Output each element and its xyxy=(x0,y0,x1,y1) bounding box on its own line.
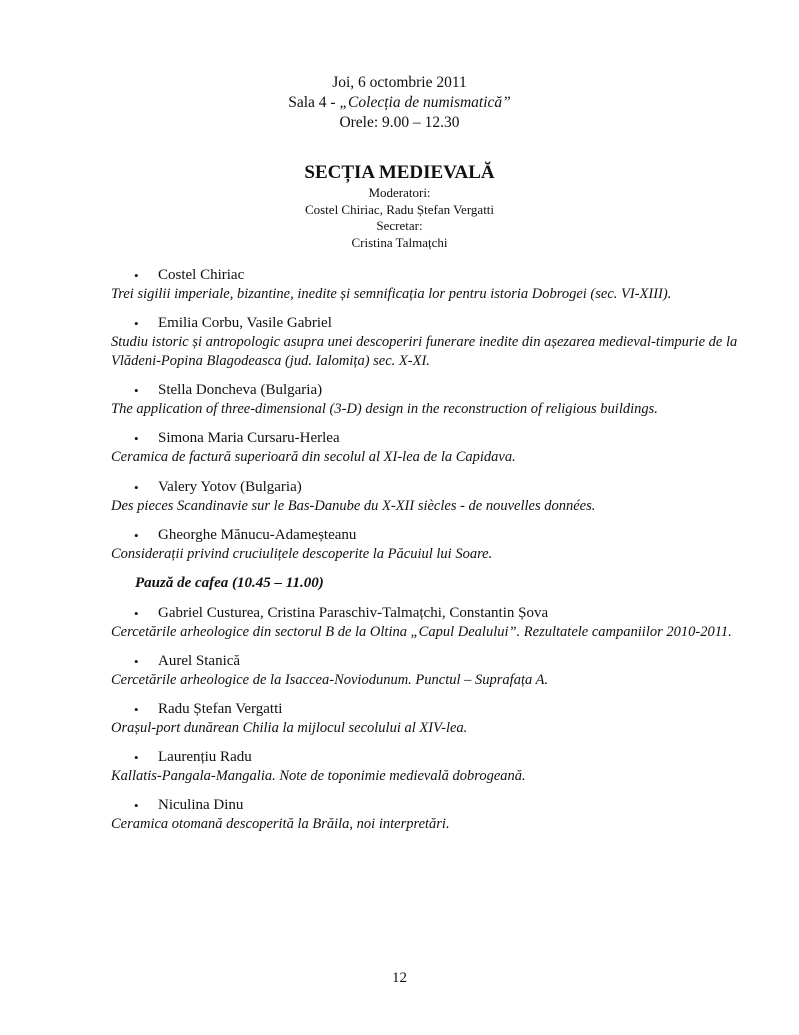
list-item xyxy=(111,796,741,844)
list-item xyxy=(111,748,741,796)
bullet-icon: • xyxy=(134,798,139,813)
coffee-break xyxy=(111,574,741,604)
author-line xyxy=(111,652,741,671)
paper-title: Cercetările arheologice din sectorul B de la Oltina „Capul Dealului”. Rezultatele campaniilor 2010-2011. xyxy=(111,624,732,640)
author-name: Aurel Stanică xyxy=(158,653,241,669)
page-number: 12 xyxy=(392,970,407,986)
paper-title: Ceramica de factură superioară din secolul al XI-lea de la Capidava. xyxy=(111,449,516,465)
moderators-label: Moderatori: xyxy=(368,185,431,200)
paper-title: The application of three-dimensional (3-D) design in the reconstruction of religious buildings. xyxy=(111,401,658,417)
bullet-icon: • xyxy=(134,268,139,283)
bullet-icon: • xyxy=(134,316,139,331)
program-list xyxy=(111,266,741,844)
author-line xyxy=(111,478,741,497)
list-item xyxy=(111,526,741,574)
paper-title: Des pieces Scandinavie sur le Bas-Danube du X-XII siècles - de nouvelles données. xyxy=(111,498,596,514)
author-line xyxy=(111,266,741,285)
author-name: Gabriel Custurea, Cristina Paraschiv-Talmațchi, Constantin Șova xyxy=(158,605,549,621)
list-item xyxy=(111,700,741,748)
list-item xyxy=(111,604,741,652)
bullet-icon: • xyxy=(134,480,139,495)
author-name: Gheorghe Mănucu-Adameșteanu xyxy=(158,527,357,543)
session-hours: Orele: 9.00 – 12.30 xyxy=(339,114,460,131)
paper-title: Considerații privind cruciulițele descoperite la Păcuiul lui Soare. xyxy=(111,546,493,562)
secretary-label: Secretar: xyxy=(376,218,423,233)
author-line xyxy=(111,429,741,448)
bullet-icon: • xyxy=(134,750,139,765)
author-name: Stella Doncheva (Bulgaria) xyxy=(158,382,323,398)
author-name: Emilia Corbu, Vasile Gabriel xyxy=(158,315,332,331)
author-line xyxy=(111,796,741,815)
author-name: Simona Maria Cursaru-Herlea xyxy=(158,430,340,446)
paper-title: Ceramica otomană descoperită la Brăila, noi interpretări. xyxy=(111,816,450,832)
section-staff xyxy=(0,185,799,251)
list-item xyxy=(111,381,741,429)
bullet-icon: • xyxy=(134,383,139,398)
moderators-names: Costel Chiriac, Radu Ștefan Vergatti xyxy=(304,201,495,217)
author-name: Niculina Dinu xyxy=(158,797,244,813)
secretary-name: Cristina Talmațchi xyxy=(351,234,448,250)
bullet-icon: • xyxy=(134,528,139,543)
author-name: Valery Yotov (Bulgaria) xyxy=(158,479,302,495)
author-line xyxy=(111,526,741,545)
author-line xyxy=(111,748,741,767)
paper-title: Studiu istoric și antropologic asupra unei descoperiri funerare inedite din așezarea medieval-timpurie de la Vlădeni-Popina Blagodeasca (jud. Ialomița) sec. X-XI. xyxy=(111,334,738,369)
bullet-icon: • xyxy=(134,606,139,621)
session-header xyxy=(0,73,799,133)
paper-title: Trei sigilii imperiale, bizantine, inedite și semnificația lor pentru istoria Dobrogei (sec. VI-XIII). xyxy=(111,286,672,302)
author-name: Laurențiu Radu xyxy=(158,749,252,765)
author-line xyxy=(111,700,741,719)
list-item xyxy=(111,429,741,478)
session-room xyxy=(0,93,799,113)
session-date: Joi, 6 octombrie 2011 xyxy=(332,74,467,91)
list-item xyxy=(111,266,741,314)
author-line xyxy=(111,381,741,400)
room-prefix: Sala 4 - xyxy=(288,94,340,111)
list-item xyxy=(111,652,741,700)
paper-title: Kallatis-Pangala-Mangalia. Note de toponimie medievală dobrogeană. xyxy=(111,768,526,784)
coffee-break-label: Pauză de cafea (10.45 – 11.00) xyxy=(135,575,324,591)
paper-title: Orașul-port dunărean Chilia la mijlocul secolului al XIV-lea. xyxy=(111,720,468,736)
list-item xyxy=(111,478,741,526)
section-title: SECȚIA MEDIEVALĂ xyxy=(304,162,495,183)
author-name: Costel Chiriac xyxy=(158,267,245,283)
bullet-icon: • xyxy=(134,702,139,717)
bullet-icon: • xyxy=(134,654,139,669)
author-line xyxy=(111,604,741,623)
room-name: „Colecția de numismatică” xyxy=(339,94,511,111)
author-line xyxy=(111,314,741,333)
bullet-icon: • xyxy=(134,431,139,446)
paper-title: Cercetările arheologice de la Isaccea-Noviodunum. Punctul – Suprafața A. xyxy=(111,672,549,688)
author-name: Radu Ștefan Vergatti xyxy=(158,701,283,717)
list-item xyxy=(111,314,741,381)
